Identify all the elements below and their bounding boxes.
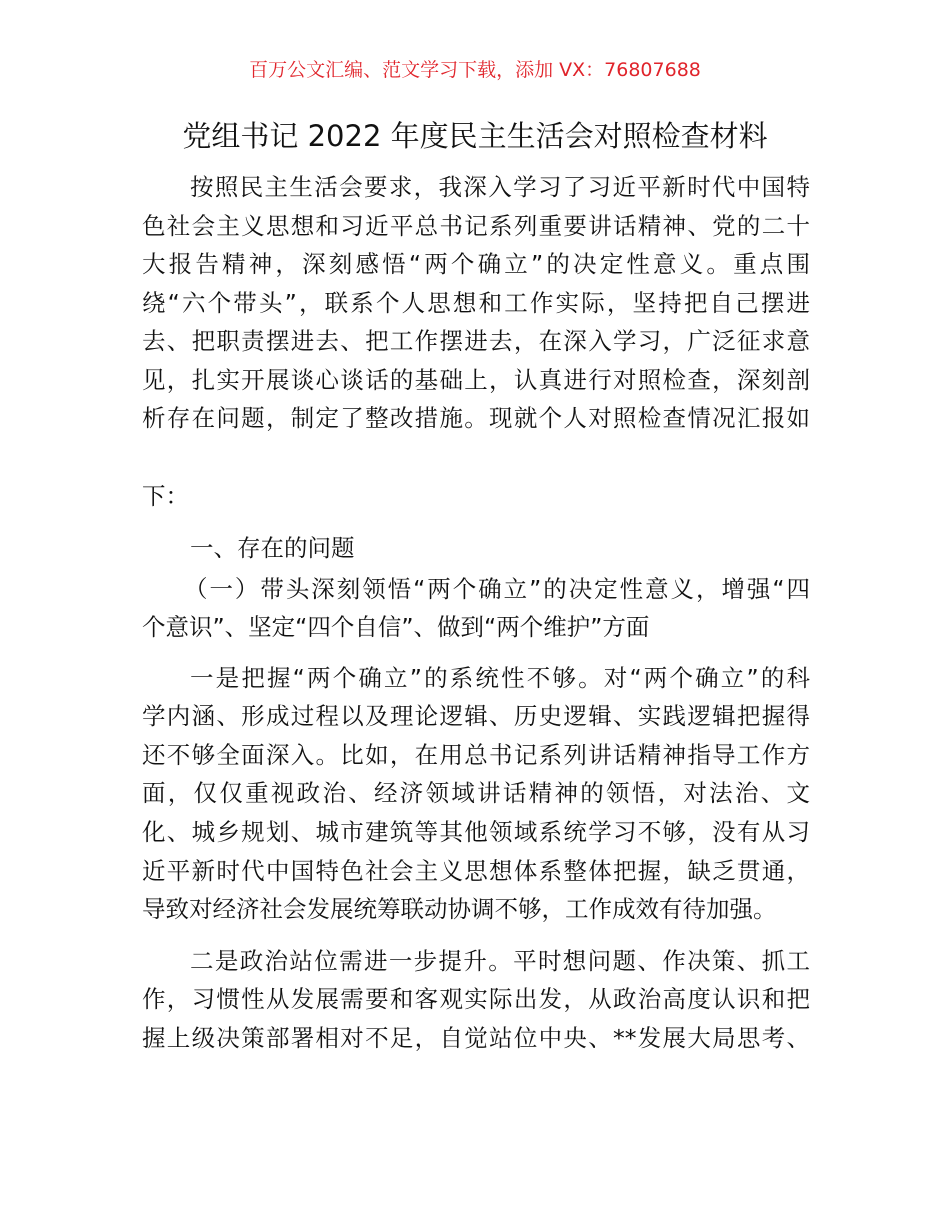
text-line: 握上级决策部署相对不足，自觉站位中央、**发展大局思考、 [142, 1024, 810, 1052]
text-line: 二是政治站位需进一步提升。平时想问题、作决策、抓工 [190, 947, 810, 975]
text-line: 色社会主义思想和习近平总书记系列重要讲话精神、党的二十 [142, 212, 810, 240]
text-line: 大报告精神，深刻感悟“两个确立”的决定性意义。重点围 [142, 250, 810, 278]
download-banner: 百万公文汇编、范文学习下载，添加 VX：76807688 [249, 59, 701, 81]
text-line: 按照民主生活会要求，我深入学习了习近平新时代中国特 [190, 173, 810, 201]
text-line: 下： [142, 482, 189, 510]
text-line: 见，扎实开展谈心谈话的基础上，认真进行对照检查，深刻剖 [142, 366, 810, 394]
text-line: 面，仅仅重视政治、经济领域讲话精神的领悟，对法治、文 [142, 779, 810, 807]
text-line: 析存在问题，制定了整改措施。现就个人对照检查情况汇报如 [142, 404, 810, 432]
section-heading: 一、存在的问题 [190, 534, 355, 562]
text-line: （一）带头深刻领悟“两个确立”的决定性意义，增强“四 [184, 575, 810, 603]
text-line: 一是把握“两个确立”的系统性不够。对“两个确立”的科 [190, 664, 810, 692]
text-line: 绕“六个带头”，联系个人思想和工作实际，坚持把自己摆进 [142, 289, 810, 317]
text-line: 近平新时代中国特色社会主义思想体系整体把握，缺乏贯通， [142, 857, 810, 885]
text-line: 学内涵、形成过程以及理论逻辑、历史逻辑、实践逻辑把握得 [142, 702, 810, 730]
document-title: 党组书记 2022 年度民主生活会对照检查材料 [182, 119, 768, 153]
text-line: 导致对经济社会发展统筹联动协调不够，工作成效有待加强。 [142, 895, 777, 923]
text-line: 去、把职责摆进去、把工作摆进去，在深入学习，广泛征求意 [142, 327, 810, 355]
text-line: 个意识”、坚定“四个自信”、做到“两个维护”方面 [142, 613, 650, 641]
text-line: 作，习惯性从发展需要和客观实际出发，从政治高度认识和把 [142, 985, 810, 1013]
text-line: 化、城乡规划、城市建筑等其他领域系统学习不够，没有从习 [142, 818, 810, 846]
text-line: 还不够全面深入。比如，在用总书记系列讲话精神指导工作方 [142, 741, 810, 769]
